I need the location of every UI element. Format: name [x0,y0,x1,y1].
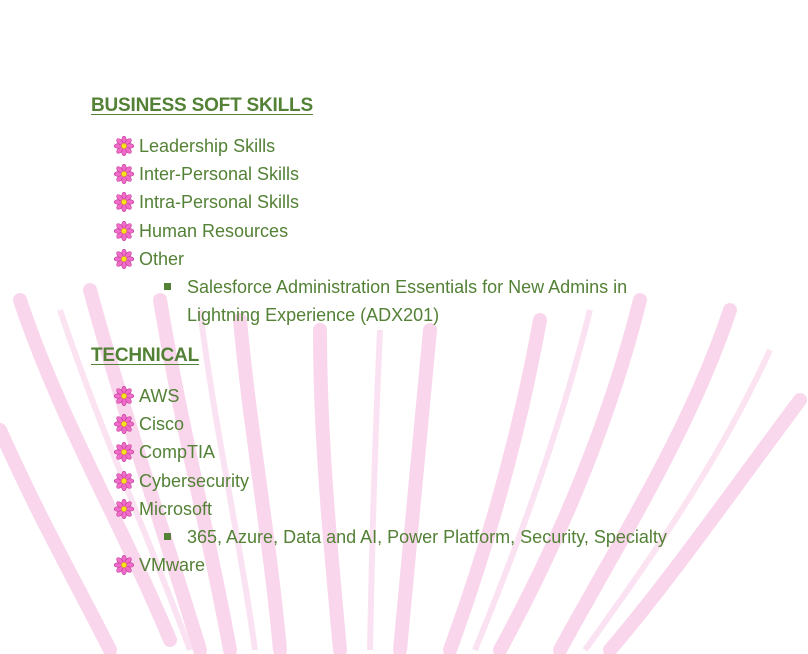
list-item [114,469,249,493]
square-bullet-icon [164,283,171,290]
list-item-label: AWS [139,386,180,406]
list-item [114,134,275,158]
list-item [114,440,215,464]
list-item-label: Inter-Personal Skills [139,164,300,185]
sub-list-item-text [187,523,667,551]
square-bullet-icon [164,533,171,540]
list-item [114,497,212,521]
flower-bullet-icon [114,221,134,241]
list-item-label: CompTIA [139,442,216,463]
list-item [114,247,184,271]
flower-bullet-icon [114,192,134,212]
sub-list-item-text [187,273,627,329]
list-item-label: Other [139,248,185,269]
section-heading-business-soft-skills: BUSINESS SOFT SKILLS [91,95,313,116]
flower-bullet-icon [114,386,134,406]
sub-list-item [164,525,667,551]
list-item [114,190,299,214]
flower-bullet-icon [114,442,134,462]
sub-list-item [164,275,627,329]
list-item-label: Cybersecurity [139,470,250,491]
flower-bullet-icon [114,136,134,156]
flower-bullet-icon [114,471,134,491]
flower-bullet-icon [114,499,134,519]
flower-bullet-icon [114,164,134,184]
list-item [114,412,184,436]
list-item-label: VMware [139,555,206,575]
sub-list-item-line: 365, Azure, Data and AI, Power Platform, Security, Specialty [187,527,667,547]
sub-list-item-line: Salesforce Administration Essentials for New Admins in [187,277,628,297]
flower-bullet-icon [114,249,134,269]
list-item-label: Cisco [139,414,185,435]
flower-bullet-icon [114,414,134,434]
list-item [114,219,288,243]
list-item-label: Human Resources [139,220,289,241]
list-item [114,384,179,408]
flower-bullet-icon [114,555,134,575]
list-item-label: Leadership Skills [139,136,276,156]
list-item [114,162,299,186]
list-item [114,553,205,577]
sub-list-item-line: Lightning Experience (ADX201) [187,305,440,325]
list-item-label: Microsoft [139,498,213,519]
section-heading-technical: TECHNICAL [91,345,199,366]
list-item-label: Intra-Personal Skills [139,192,300,213]
